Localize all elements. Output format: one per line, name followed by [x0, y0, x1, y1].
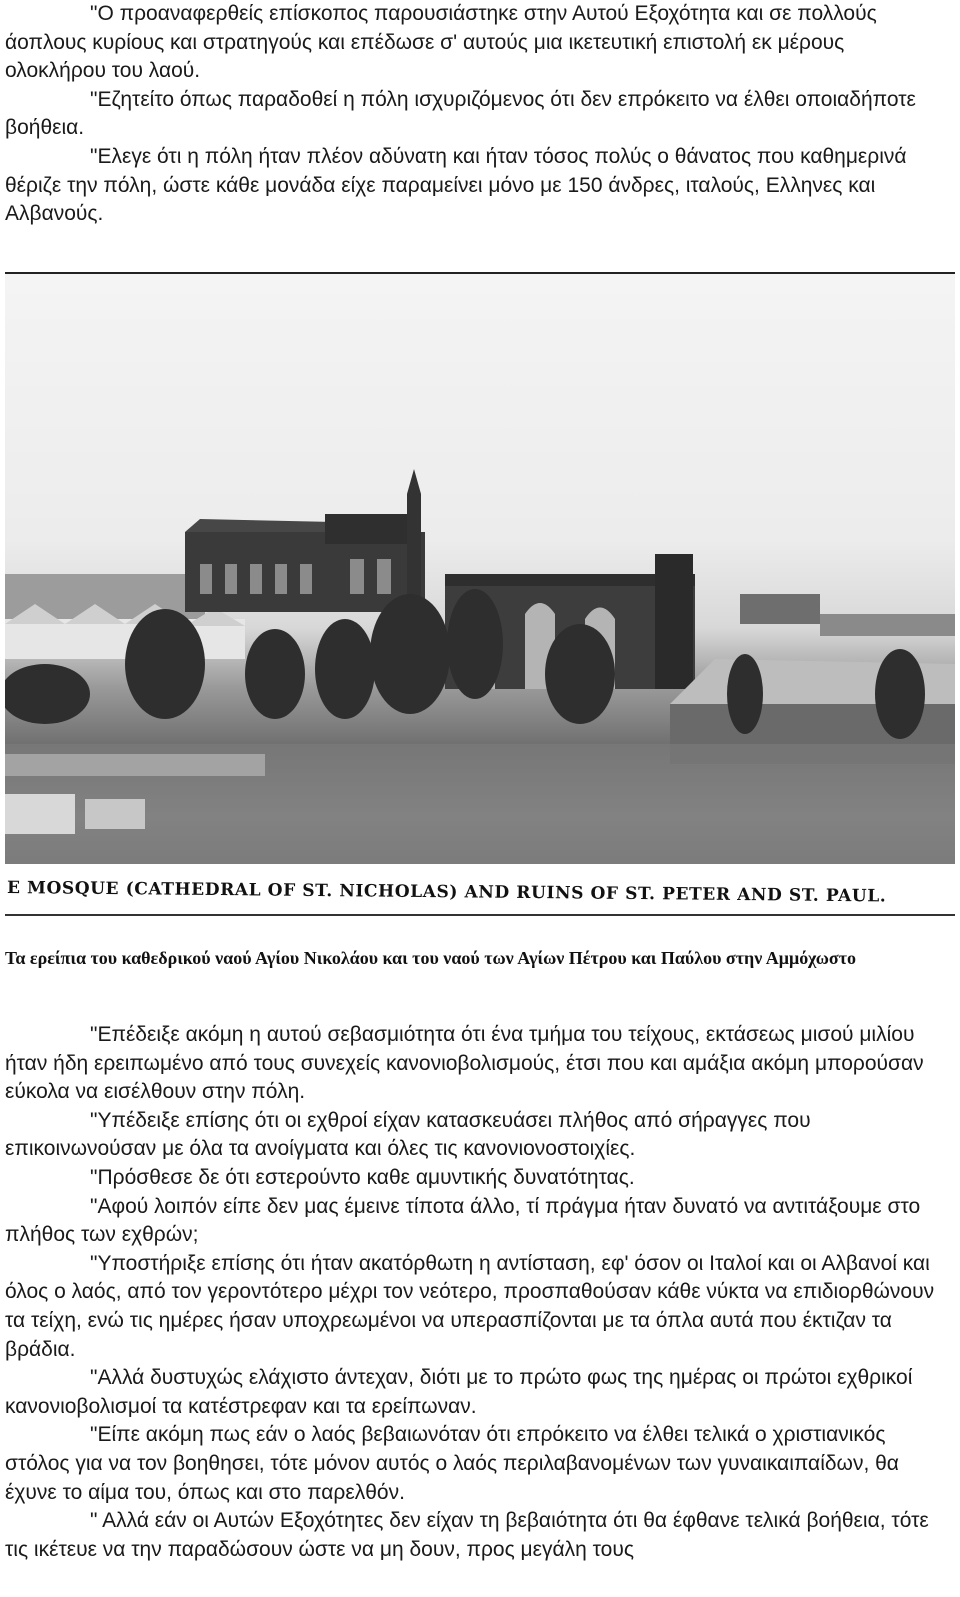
paragraph: "Ελεγε ότι η πόλη ήταν πλέον αδύνατη και ήταν τόσος πολύς ο θάνατος που καθημερινά θέριζε την πόλη, ώστε κάθε μονάδα είχε παραμείνει μόνο με 150 άνδρες, ιταλούς, Ελληνες και Αλβανούς. [5, 144, 907, 226]
paragraph: " Αλλά εάν οι Αυτών Εξοχότητες δεν είχαν τη βεβαιότητα ότι θα έφθανε τελικά βοήθεια, τότε τις ικέτευε να την παραδώσουν ώστε να μη δουν, προς μεγάλη τους [5, 1509, 929, 1561]
paragraph: "Είπε ακόμη πως εάν ο λαός βεβαιωνόταν ότι επρόκειτο να έλθει τελικά ο χριστιανικός στόλος για να τον βοηθησει, τότε μόνον αυτός ο λαός περιλαβανομένων των γυναικαιπαίδων, θα έχυνε το αίμα του, όπως και στο παρελθόν. [5, 1423, 899, 1504]
photo-caption-greek: Τα ερείπια του καθεδρικού ναού Αγίου Νικολάου και του ναού των Αγίων Πέτρου και Παύλου στην Αμμόχωστο [5, 948, 857, 968]
top-text-block [5, 0, 950, 229]
bottom-text-block [5, 1021, 950, 1564]
photo-caption-strip [5, 866, 955, 916]
paragraph: "Ο προαναφερθείς επίσκοπος παρουσιάστηκε στην Αυτού Εξοχότητα και σε πολλούς άοπλους κυρίους και στρατηγούς και επέδωσε σ' αυτούς μια ικετευτική επιστολή εκ μέρους ολοκλήρου του λαού. [5, 2, 877, 83]
historical-photo [5, 272, 955, 864]
paragraph: "Επέδειξε ακόμη η αυτού σεβασμιότητα ότι ένα τμήμα του τείχους, εκτάσεως μισού μιλίου ήταν ήδη ερειπωμένο από τους συνεχείς κανονιοβολισμούς, έτσι που και αμάξια ακόμη μπορούσαν εύκολα να εισέλθουν στην πόλη. [5, 1023, 924, 1104]
paragraph: "Εζητείτο όπως παραδοθεί η πόλη ισχυριζόμενος ότι δεν επρόκειτο να έλθει οποιαδήποτε βοήθεια. [5, 87, 916, 140]
paragraph: "Αφού λοιπόν είπε δεν μας έμεινε τίποτα άλλο, τί πράγμα ήταν δυνατό να αντιτάξουμε στο πλήθος των εχθρών; [5, 1194, 921, 1247]
paragraph: "Υπέδειξε επίσης ότι οι εχθροί είχαν κατασκευάσει πλήθος από σήραγγες που επικοινωνούσαν με όλα τα ανοίγματα και όλες τις κανονιονοστοιχίες. [5, 1108, 811, 1161]
paragraph: "Πρόσθεσε δε ότι εστερούντο καθε αμυντικής δυνατότητας. [90, 1165, 635, 1189]
photo-caption-english: E MOSQUE (CATHEDRAL OF ST. NICHOLAS) AND RUINS OF ST. PETER AND ST. PAUL. [6, 878, 887, 907]
paragraph: "Αλλά δυστυχώς ελάχιστο άντεχαν, διότι με το πρώτο φως της ημέρας οι πρώτοι εχθρικοί κανονιοβολισμοί τα κατέστρεφαν και τα ερείπωναν. [5, 1366, 913, 1418]
paragraph: "Υποστήριξε επίσης ότι ήταν ακατόρθωτη η αντίσταση, εφ' όσον οι Ιταλοί και οι Αλβανοί και όλος ο λαός, από τον γεροντότερο μέχρι τον νεότερο, προσπαθούσαν κάθε νύκτα να επιδιορθώνουν τα τείχη, ενώ τις ημέρες ήσαν υποχρεωμένοι να υπερασπίζονται με τα όπλα αυτά που έκτιζαν τα βράδια. [5, 1251, 935, 1361]
